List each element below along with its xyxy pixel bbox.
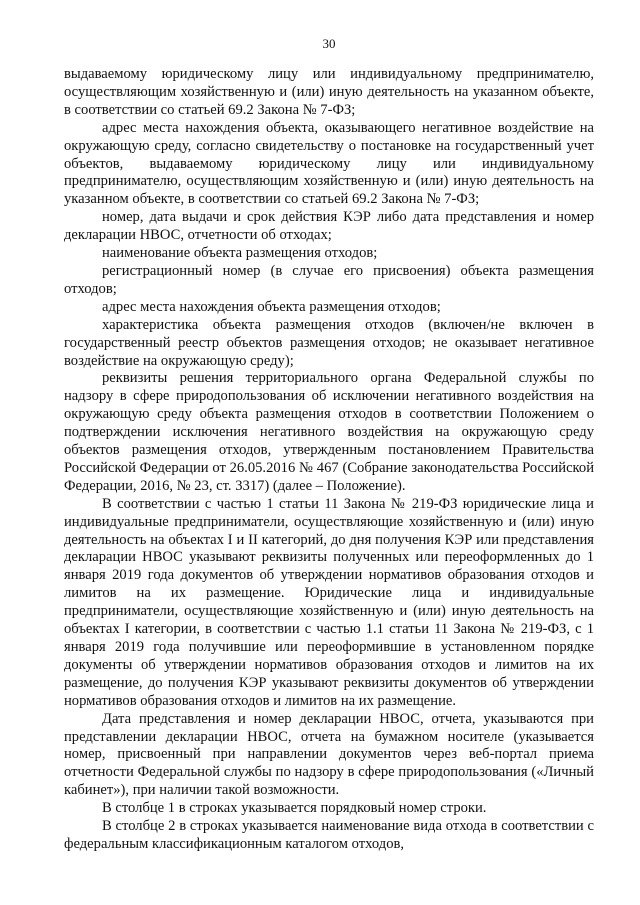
paragraph-10: Дата представления и номер декларации НВОС, отчета, указываются при представлении декларации НВОС, отчета на бумажном носителе (указывается номер, присвоенный при направлении документов через веб-портал приема отчетности Федеральной службы по надзору в сфере природопользования («Личный кабинет»), при наличии такой возможности. bbox=[64, 710, 594, 799]
paragraph-4: наименование объекта размещения отходов; bbox=[102, 245, 378, 262]
paragraph-6: адрес места нахождения объекта размещения отходов; bbox=[102, 298, 441, 315]
paragraph-7: характеристика объекта размещения отходов (включен/не включен в государственный реестр объектов размещения отходов; не оказывает негативное воздействие на окружающую среду); bbox=[64, 316, 594, 369]
paragraph-11: В столбце 1 в строках указывается порядковый номер строки. bbox=[102, 800, 487, 817]
page-number: 30 bbox=[322, 36, 336, 51]
paragraph-8: реквизиты решения территориального органа Федеральной службы по надзору в сфере природопользования об исключении негативного воздействия на окружающую среду объекта размещения отходов в соответствии Положением о подтверждении исключения негативного воздействия на окружающую среду объектов размещения отходов, утвержденным постановлением Правительства Российской Федерации от 26.05.2016 № 467 (Собрание законодательства Российской Федерации, 2016, № 23, ст. 3317) (далее – Положение). bbox=[64, 370, 594, 494]
paragraph-2: адрес места нахождения объекта, оказывающего негативное воздействие на окружающую среду, согласно свидетельству о постановке на государственный учет объектов, выдаваемому юридическому лицу или индивидуальному предпринимателю, осуществляющим хозяйственную и (или) иную деятельность на указанном объекте, в соответствии со статьей 69.2 Закона № 7-ФЗ; bbox=[64, 119, 594, 208]
paragraph-3: номер, дата выдачи и срок действия КЭР либо дата представления и номер декларации НВОС, отчетности об отходах; bbox=[64, 209, 594, 244]
paragraph-9: В соответствии с частью 1 статьи 11 Закона № 219-ФЗ юридические лица и индивидуальные предприниматели, осуществляющие хозяйственную и (или) иную деятельность на объектах I и II категорий, до дня получения КЭР или представления декларации НВОС указывают реквизиты полученных или переоформленных до 1 января 2019 года документов об утверждении нормативов образования отходов и лимитов на их размещение. Юридические лица и индивидуальные предприниматели, осуществляющие хозяйственную и (или) иную деятельность на объектах I категории, в соответствии с частью 1.1 статьи 11 Закона № 219-ФЗ, с 1 января 2019 года получившие или переоформившие в установленном порядке документы об утверждении нормативов образования отходов и лимитов на их размещение, до получения КЭР указывают реквизиты документов об утверждении нормативов образования отходов и лимитов на их размещение. bbox=[64, 495, 594, 709]
paragraph-1: выдаваемому юридическому лицу или индивидуальному предпринимателю, осуществляющим хозяйственную и (или) иную деятельность на указанном объекте, в соответствии со статьей 69.2 Закона № 7-ФЗ; bbox=[64, 66, 594, 118]
paragraph-12: В столбце 2 в строках указывается наименование вида отхода в соответствии с федеральным классификационным каталогом отходов, bbox=[64, 818, 594, 852]
paragraph-5: регистрационный номер (в случае его присвоения) объекта размещения отходов; bbox=[64, 262, 594, 297]
